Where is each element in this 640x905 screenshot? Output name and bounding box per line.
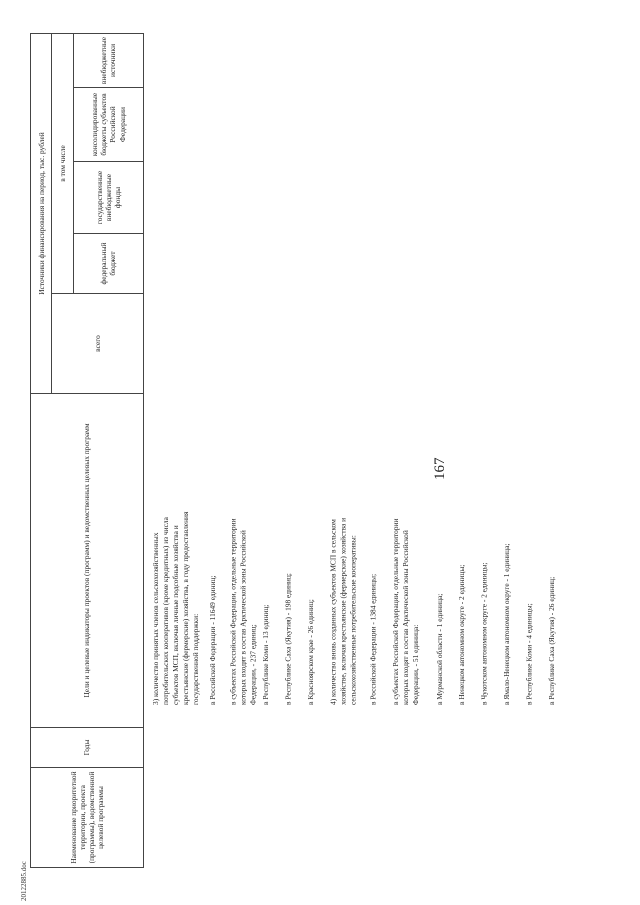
indicator-item [228,245,258,705]
document-code: 20122885.doc [20,861,28,901]
header-years-cell: Годы [31,728,144,768]
indicator-line: в Красноярском крае - 26 единиц; [305,599,315,705]
header-goals-cell: Цели и целевые индикаторы проектов (программ) и ведомственных целевых программ [31,394,144,728]
indicator-line: в субъектах Российской Федерации, отдельные территории [228,518,238,705]
indicator-line: 3) количество принятых членов сельскохозяйственных [151,532,160,705]
header-table [30,33,144,868]
indicator-item [547,245,557,705]
indicator-line: в субъектах Российской Федерации, отдельные территории [391,518,401,705]
indicator-item [283,245,293,705]
header-total-cell: всего [52,294,144,394]
indicator-item [479,245,489,705]
page-number: 167 [432,457,448,480]
indicator-item [435,245,445,705]
indicator-line: Федерации, - 51 единица: [411,624,421,705]
header-state-funds-cell: государственные внебюджетные фонды [73,162,143,234]
indicator-line: 4) количество вновь созданных субъектов МСП в сельском [328,519,338,705]
indicator-item [328,245,358,705]
indicator-item [457,245,467,705]
indicator-line: потребительских кооперативов (кроме кредитных) из числа [160,517,170,705]
indicator-line: в Чукотском автономном округе - 2 единицы; [479,562,489,705]
header-extra-cell: внебюджетные источники [73,33,143,87]
indicator-line: которых входят в состав Арктической зоны Российской [401,530,411,705]
indicator-line: в Республике Саха (Якутия) - 26 единиц; [546,576,556,705]
indicator-line: которых входят в состав Арктической зоны Российской [238,530,248,705]
indicator-line: в Ямало-Ненецком автономном округе - 1 единица; [501,543,511,705]
indicator-line: субъектов МСП, включая личные подсобные хозяйства и [170,525,180,705]
indicator-item [369,245,379,705]
indicator-item [261,245,271,705]
indicator-line: хозяйстве, включая крестьянские (фермерские) хозяйства и [338,517,348,705]
indicator-line: в Республике Коми - 4 единицы; [524,603,534,705]
indicator-item [306,245,316,705]
indicator-item [391,245,421,705]
indicator-item [524,245,534,705]
indicator-item [502,245,512,705]
indicator-line: Федерации, - 237 единиц; [248,624,258,705]
indicator-line: в Республике Саха (Якутия) - 198 единиц; [283,573,293,705]
indicator-item [208,245,218,705]
indicator-item [151,245,201,705]
header-regional-cell: консолидированные бюджеты субъектов Российской Федерации [73,88,143,162]
indicator-line: крестьянские (фермерские) хозяйства, в году предоставления [180,511,190,705]
header-federal-cell: федеральный бюджет [73,234,143,294]
header-including-cell: в том числе [52,33,73,293]
indicator-list [151,165,556,705]
indicator-line: в Республике Коми - 13 единиц; [260,604,270,705]
header-sources-cell: Источники финансирования на период, тыс. рублей [31,33,52,393]
header-name-cell: Наименование приоритетной территории, проекта (программы), ведомственной целевой программы [31,768,144,868]
indicator-line: в Ненецком автономном округе - 2 единицы; [456,564,466,705]
indicator-line: в Российской Федерации - 1384 единицы; [368,573,378,705]
indicator-line: в Российской Федерации - 11649 единиц; [207,575,217,705]
indicator-line: в Мурманской области - 1 единица; [435,593,445,705]
indicator-line: государственной поддержки: [190,613,200,705]
indicator-line: сельскохозяйственные потребительские кооперативы: [348,535,358,705]
